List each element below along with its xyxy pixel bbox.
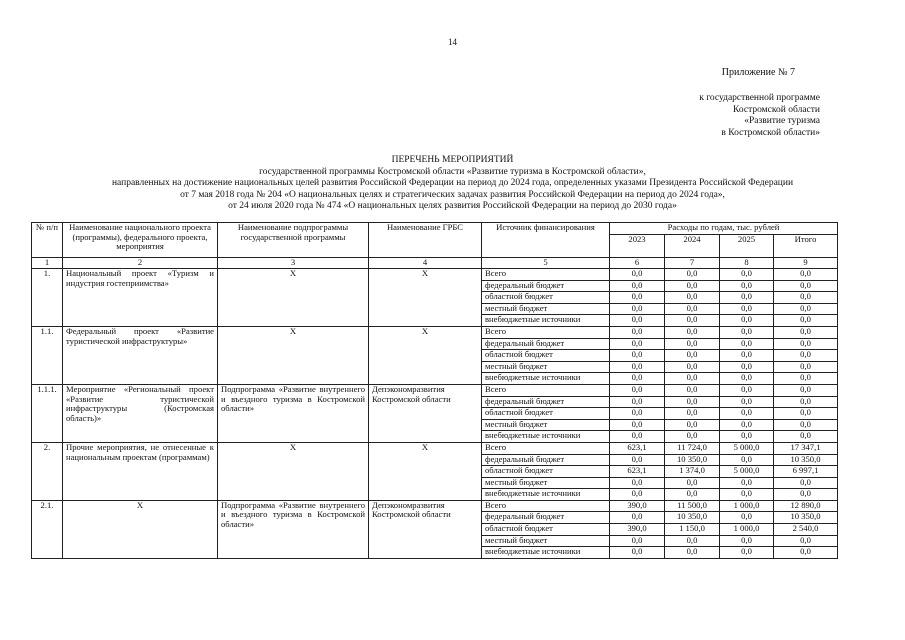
header-grbs: Наименование ГРБС — [369, 223, 482, 258]
year-value: 0,0 — [720, 384, 774, 396]
page-number: 14 — [448, 37, 457, 47]
year-value: 11 724,0 — [665, 442, 720, 454]
funding-source: внебюджетные источники — [482, 547, 610, 559]
header-year-2023: 2023 — [610, 235, 665, 258]
grbs-name: Х — [369, 326, 482, 384]
year-value: 0,0 — [720, 419, 774, 431]
year-value: 0,0 — [665, 489, 720, 501]
column-number: 1 — [32, 258, 63, 269]
total-value: 0,0 — [774, 315, 838, 327]
total-value: 10 350,0 — [774, 512, 838, 524]
funding-source: федеральный бюджет — [482, 338, 610, 350]
subprogram-name: Х — [218, 326, 369, 384]
header-total: Итого — [774, 235, 838, 258]
column-number: 3 — [218, 258, 369, 269]
total-value: 0,0 — [774, 326, 838, 338]
table-body — [32, 269, 838, 559]
funding-source: Всего — [482, 269, 610, 281]
total-value: 10 350,0 — [774, 454, 838, 466]
total-value: 0,0 — [774, 408, 838, 420]
year-value: 5 000,0 — [720, 442, 774, 454]
year-value: 0,0 — [665, 408, 720, 420]
total-value: 0,0 — [774, 361, 838, 373]
table-row — [32, 442, 838, 454]
subprogram-name: Подпрограмма «Развитие внутреннего и въездного туризма в Костромской области» — [218, 384, 369, 442]
row-number: 2.1. — [32, 500, 63, 558]
year-value: 0,0 — [610, 489, 665, 501]
document-heading — [0, 155, 905, 213]
project-name: Прочие мероприятия, не отнесенные к национальным проектам (программам) — [63, 442, 218, 500]
year-value: 0,0 — [610, 338, 665, 350]
header-expenses: Расходы по годам, тыс. рублей — [610, 223, 838, 235]
year-value: 0,0 — [720, 454, 774, 466]
funding-source: местный бюджет — [482, 303, 610, 315]
funding-source: местный бюджет — [482, 361, 610, 373]
project-name: Х — [63, 500, 218, 558]
grbs-name: Депэкономразвития Костромской области — [369, 500, 482, 558]
total-value: 0,0 — [774, 547, 838, 559]
header-year-2024: 2024 — [665, 235, 720, 258]
column-number: 9 — [774, 258, 838, 269]
year-value: 0,0 — [720, 315, 774, 327]
year-value: 0,0 — [610, 384, 665, 396]
year-value: 0,0 — [665, 547, 720, 559]
total-value: 0,0 — [774, 396, 838, 408]
year-value: 0,0 — [665, 350, 720, 362]
year-value: 0,0 — [665, 303, 720, 315]
header-project: Наименование национального проекта (программы), федерального проекта, мероприятия — [63, 223, 218, 258]
funding-source: внебюджетные источники — [482, 489, 610, 501]
year-value: 0,0 — [610, 419, 665, 431]
total-value: 0,0 — [774, 419, 838, 431]
heading-line: от 24 июля 2020 года № 474 «О национальных целях развития Российской Федерации на период до 2030 года» — [228, 201, 677, 212]
row-number: 1.1.1. — [32, 384, 63, 442]
table-row — [32, 384, 838, 396]
year-value: 1 000,0 — [720, 500, 774, 512]
year-value: 0,0 — [720, 547, 774, 559]
header-source: Источник финансирования — [482, 223, 610, 258]
total-value: 0,0 — [774, 303, 838, 315]
year-value: 0,0 — [610, 269, 665, 281]
year-value: 0,0 — [665, 477, 720, 489]
year-value: 0,0 — [610, 535, 665, 547]
year-value: 1 000,0 — [720, 524, 774, 536]
column-number: 8 — [720, 258, 774, 269]
subprogram-name: Подпрограмма «Развитие внутреннего и въездного туризма в Костромской области» — [218, 500, 369, 558]
funding-source: федеральный бюджет — [482, 396, 610, 408]
total-value: 0,0 — [774, 280, 838, 292]
year-value: 0,0 — [665, 535, 720, 547]
year-value: 0,0 — [610, 454, 665, 466]
year-value: 0,0 — [720, 489, 774, 501]
total-value: 6 997,1 — [774, 466, 838, 478]
appendix-title: Приложение № 7 — [721, 67, 795, 78]
year-value: 5 000,0 — [720, 466, 774, 478]
heading-line: от 7 мая 2018 года № 204 «О национальных целях и стратегических задачах развития Российской Федерации на период до 2024 года», — [180, 189, 725, 200]
year-value: 0,0 — [610, 547, 665, 559]
appendix-line: в Костромской области» — [721, 127, 820, 138]
funding-source: местный бюджет — [482, 419, 610, 431]
funding-source: областной бюджет — [482, 292, 610, 304]
total-value: 0,0 — [774, 535, 838, 547]
year-value: 0,0 — [665, 431, 720, 443]
total-value: 0,0 — [774, 431, 838, 443]
year-value: 0,0 — [665, 361, 720, 373]
subprogram-name: Х — [218, 269, 369, 327]
column-number: 4 — [369, 258, 482, 269]
appendix-reference — [699, 93, 820, 139]
funding-source: Всего — [482, 326, 610, 338]
year-value: 0,0 — [720, 326, 774, 338]
total-value: 0,0 — [774, 489, 838, 501]
total-value: 0,0 — [774, 373, 838, 385]
year-value: 0,0 — [665, 338, 720, 350]
total-value: 0,0 — [774, 292, 838, 304]
year-value: 0,0 — [720, 338, 774, 350]
year-value: 0,0 — [665, 269, 720, 281]
year-value: 0,0 — [610, 292, 665, 304]
funding-source: областной бюджет — [482, 466, 610, 478]
funding-source: местный бюджет — [482, 535, 610, 547]
year-value: 0,0 — [720, 269, 774, 281]
total-value: 0,0 — [774, 350, 838, 362]
total-value: 0,0 — [774, 477, 838, 489]
year-value: 623,1 — [610, 466, 665, 478]
total-value: 0,0 — [774, 384, 838, 396]
year-value: 0,0 — [720, 477, 774, 489]
column-number: 2 — [63, 258, 218, 269]
row-number: 1.1. — [32, 326, 63, 384]
year-value: 0,0 — [665, 280, 720, 292]
year-value: 0,0 — [610, 373, 665, 385]
funding-source: Всего — [482, 500, 610, 512]
header-year-2025: 2025 — [720, 235, 774, 258]
funding-source: внебюджетные источники — [482, 431, 610, 443]
year-value: 0,0 — [665, 373, 720, 385]
year-value: 0,0 — [665, 384, 720, 396]
year-value: 0,0 — [610, 303, 665, 315]
grbs-name: Х — [369, 442, 482, 500]
project-name: Национальный проект «Туризм и индустрия гостеприимства» — [63, 269, 218, 327]
year-value: 0,0 — [610, 477, 665, 489]
project-name: Федеральный проект «Развитие туристической инфраструктуры» — [63, 326, 218, 384]
year-value: 0,0 — [720, 396, 774, 408]
funding-source: федеральный бюджет — [482, 280, 610, 292]
year-value: 0,0 — [665, 315, 720, 327]
column-number: 6 — [610, 258, 665, 269]
year-value: 0,0 — [610, 408, 665, 420]
appendix-line: «Развитие туризма — [744, 116, 820, 126]
year-value: 0,0 — [610, 431, 665, 443]
year-value: 0,0 — [610, 350, 665, 362]
table-row — [32, 269, 838, 281]
year-value: 0,0 — [610, 280, 665, 292]
year-value: 0,0 — [720, 303, 774, 315]
appendix-line: Костромской области — [733, 104, 820, 115]
total-value: 17 347,1 — [774, 442, 838, 454]
year-value: 0,0 — [610, 512, 665, 524]
year-value: 0,0 — [720, 512, 774, 524]
year-value: 0,0 — [720, 535, 774, 547]
year-value: 0,0 — [720, 280, 774, 292]
subprogram-name: Х — [218, 442, 369, 500]
column-number: 5 — [482, 258, 610, 269]
year-value: 0,0 — [665, 396, 720, 408]
funding-source: федеральный бюджет — [482, 454, 610, 466]
year-value: 0,0 — [720, 431, 774, 443]
year-value: 1 374,0 — [665, 466, 720, 478]
year-value: 0,0 — [610, 396, 665, 408]
total-value: 12 890,0 — [774, 500, 838, 512]
heading-line: государственной программы Костромской области «Развитие туризма в Костромской области», — [259, 166, 646, 177]
funding-source: внебюджетные источники — [482, 373, 610, 385]
heading-line: направленных на достижение национальных целей развития Российской Федерации на период до 2024 года, определенных указами Президента Российской Федерации — [111, 178, 794, 189]
row-number: 2. — [32, 442, 63, 500]
year-value: 1 150,0 — [665, 524, 720, 536]
appendix-line: к государственной программе — [699, 93, 820, 103]
year-value: 10 350,0 — [665, 454, 720, 466]
year-value: 11 500,0 — [665, 500, 720, 512]
year-value: 0,0 — [720, 350, 774, 362]
year-value: 623,1 — [610, 442, 665, 454]
year-value: 0,0 — [720, 292, 774, 304]
year-value: 0,0 — [665, 292, 720, 304]
column-number: 7 — [665, 258, 720, 269]
year-value: 390,0 — [610, 500, 665, 512]
grbs-name: Х — [369, 269, 482, 327]
heading-title: ПЕРЕЧЕНЬ МЕРОПРИЯТИЙ — [391, 155, 514, 165]
table-row — [32, 500, 838, 512]
header-subprogram: Наименование подпрограммы государственной программы — [218, 223, 369, 258]
funding-source: областной бюджет — [482, 524, 610, 536]
total-value: 2 540,0 — [774, 524, 838, 536]
year-value: 0,0 — [720, 373, 774, 385]
measures-table — [31, 222, 838, 559]
total-value: 0,0 — [774, 269, 838, 281]
table-row — [32, 326, 838, 338]
year-value: 0,0 — [720, 408, 774, 420]
funding-source: областной бюджет — [482, 408, 610, 420]
total-value: 0,0 — [774, 338, 838, 350]
funding-source: внебюджетные источники — [482, 315, 610, 327]
funding-source: местный бюджет — [482, 477, 610, 489]
year-value: 0,0 — [665, 326, 720, 338]
year-value: 0,0 — [665, 419, 720, 431]
year-value: 0,0 — [610, 315, 665, 327]
header-num: № п/п — [32, 223, 63, 258]
year-value: 10 350,0 — [665, 512, 720, 524]
grbs-name: Депэкономразвития Костромской области — [369, 384, 482, 442]
row-number: 1. — [32, 269, 63, 327]
year-value: 0,0 — [610, 326, 665, 338]
funding-source: федеральный бюджет — [482, 512, 610, 524]
funding-source: Всего — [482, 442, 610, 454]
year-value: 0,0 — [720, 361, 774, 373]
funding-source: областной бюджет — [482, 350, 610, 362]
funding-source: Всего — [482, 384, 610, 396]
project-name: Мероприятие «Региональный проект «Развитие туристической инфраструктуры (Костромская область)» — [63, 384, 218, 442]
year-value: 0,0 — [610, 361, 665, 373]
year-value: 390,0 — [610, 524, 665, 536]
